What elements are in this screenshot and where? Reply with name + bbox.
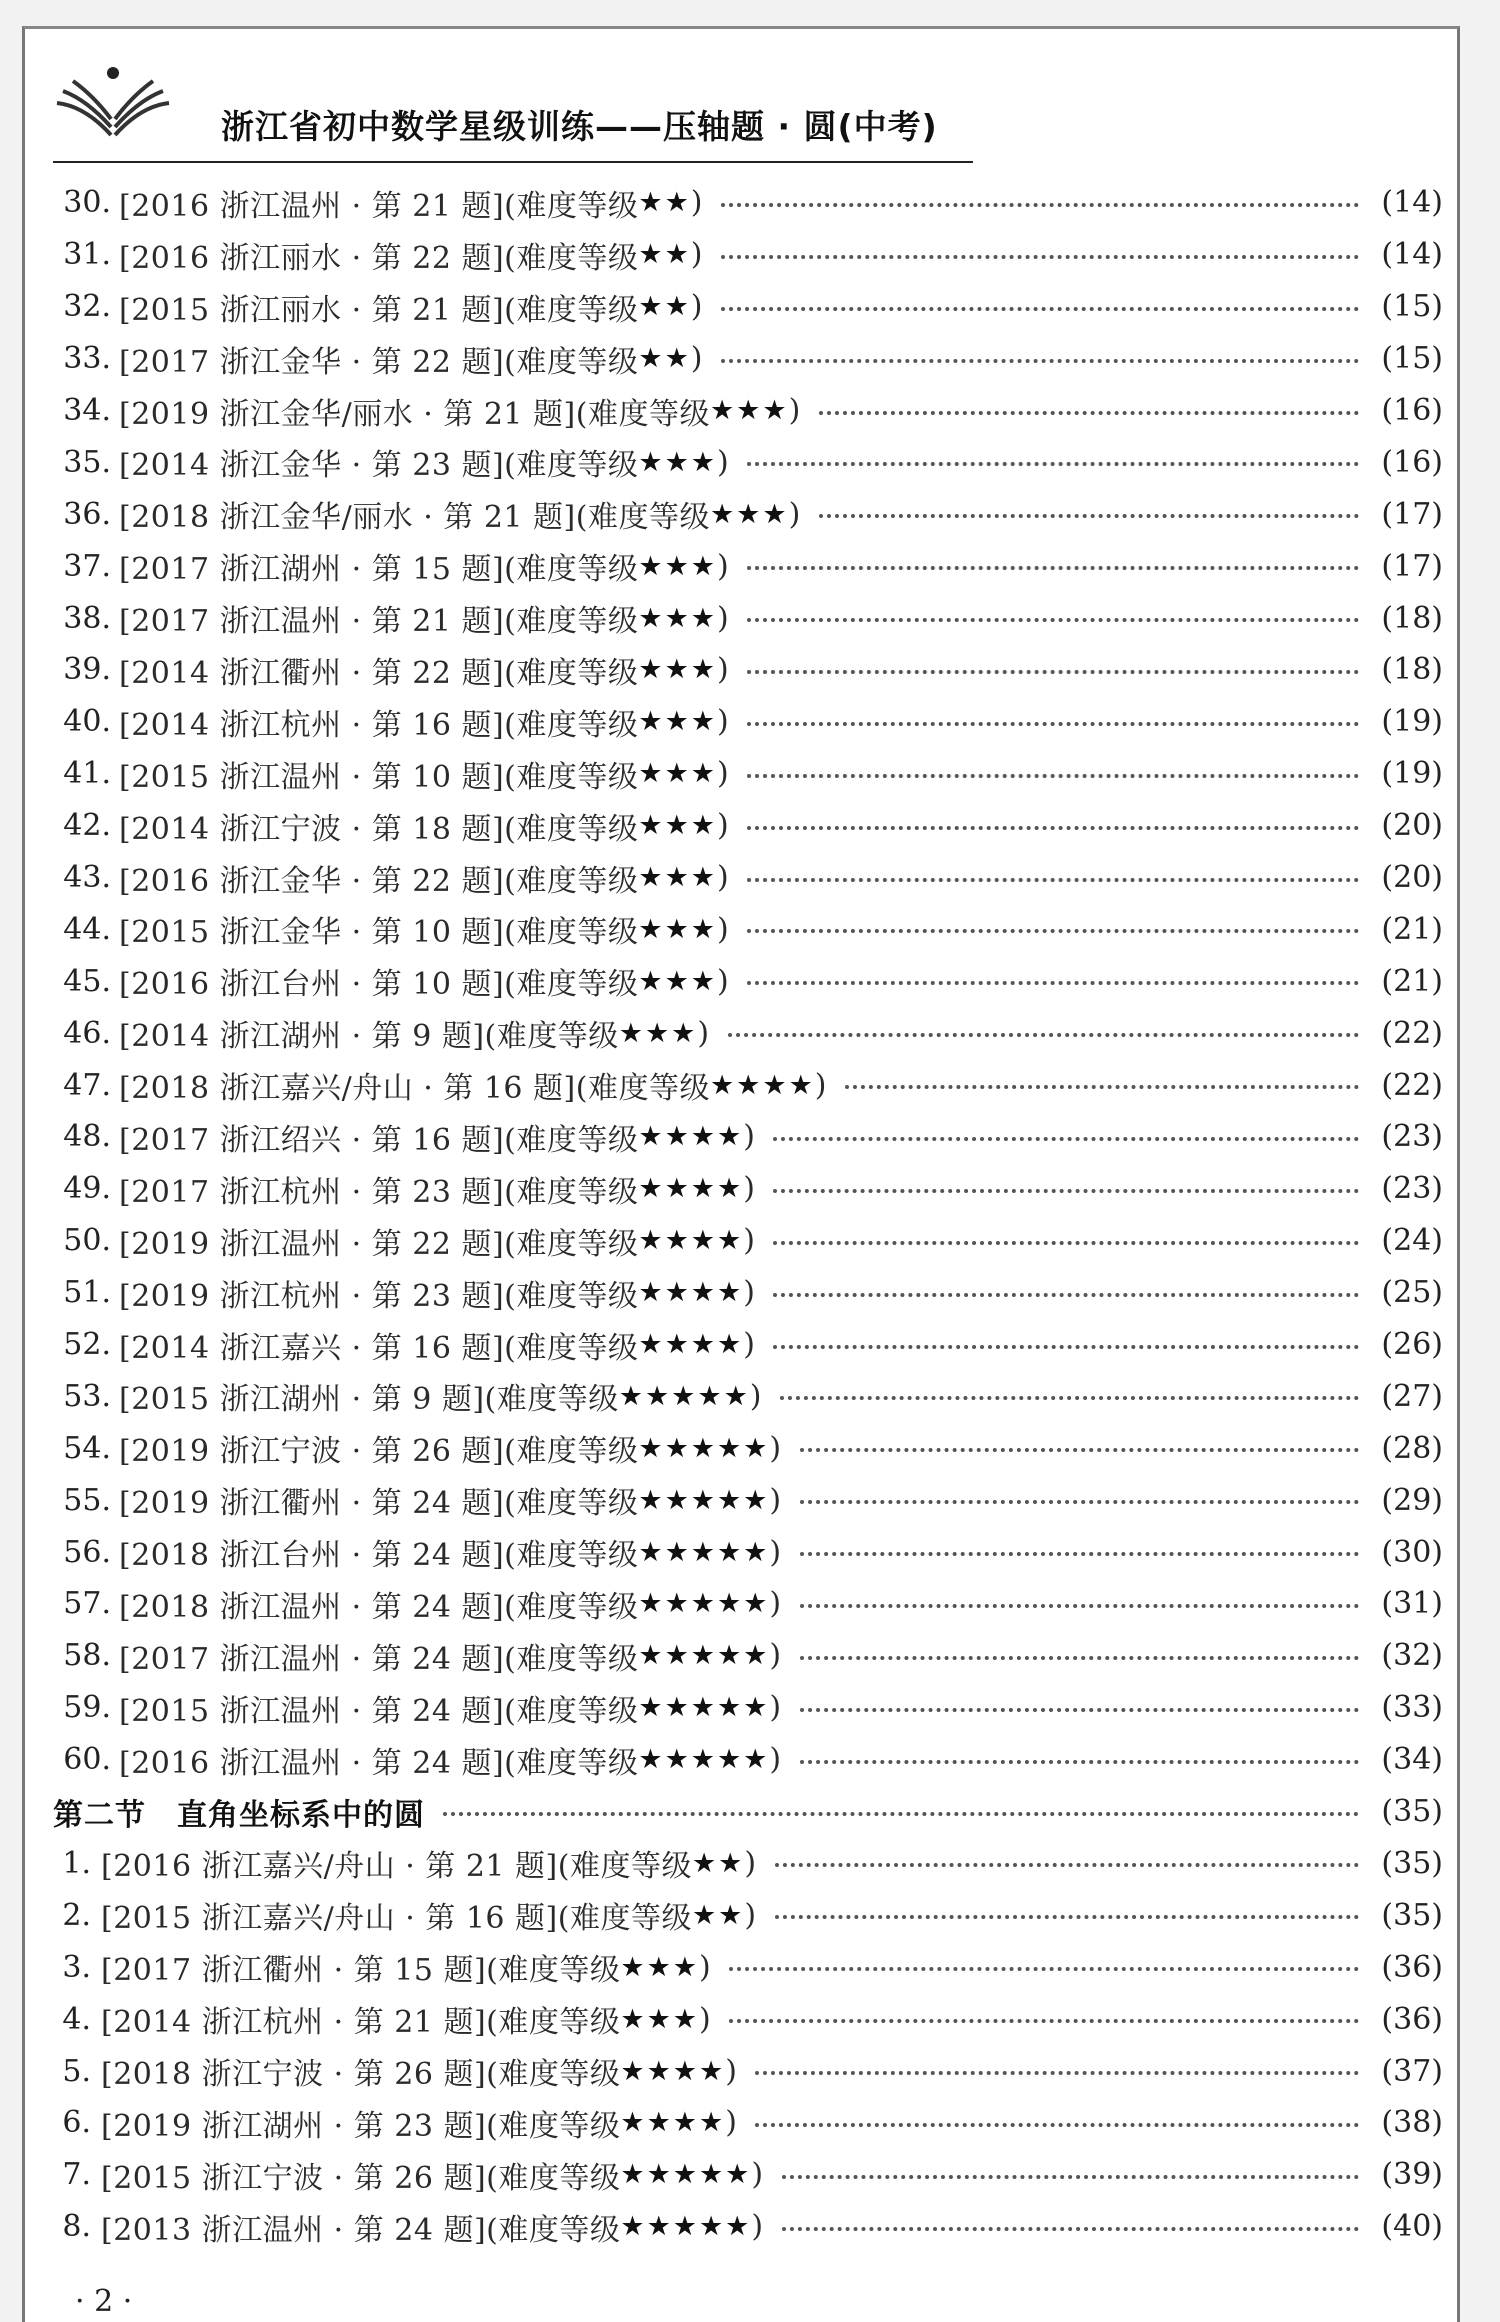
difficulty-stars: ★★★	[620, 1951, 699, 1983]
toc-entry-row[interactable]	[53, 2149, 1443, 2201]
toc-entry-row[interactable]	[53, 1007, 1443, 1059]
entry-number: 60.	[63, 1742, 111, 1778]
entry-number: 49.	[63, 1171, 111, 1207]
difficulty-stars: ★★★★	[620, 2055, 726, 2087]
entry-number: 1.	[62, 1845, 91, 1881]
difficulty-stars: ★★★★★	[638, 1640, 770, 1672]
difficulty-stars: ★★★★	[620, 2107, 726, 2139]
entry-number: 4.	[62, 2001, 91, 2037]
difficulty-stars: ★★	[691, 1847, 745, 1879]
dot-leader	[775, 1915, 1359, 1919]
dot-leader	[845, 1085, 1359, 1089]
entry-title: [2017 浙江温州 · 第 21 题](难度等级	[119, 604, 639, 640]
toc-entry-row[interactable]	[53, 436, 1443, 488]
entry-page-number: (38)	[1381, 2105, 1443, 2141]
entry-page-number: (39)	[1381, 2157, 1443, 2193]
entry-title: [2014 浙江金华 · 第 23 题](难度等级	[119, 448, 639, 484]
dot-leader	[747, 722, 1359, 726]
entry-page-number: (15)	[1381, 289, 1443, 325]
entry-number: 47.	[63, 1067, 111, 1103]
difficulty-stars: ★★★★★	[620, 2159, 752, 2191]
table-of-contents	[53, 177, 1443, 2253]
close-paren: )	[744, 1845, 757, 1881]
entry-title: [2015 浙江湖州 · 第 9 题](难度等级	[119, 1382, 619, 1418]
close-paren: )	[690, 289, 703, 325]
toc-entry-row[interactable]	[53, 1163, 1443, 1215]
close-paren: )	[743, 1171, 756, 1207]
difficulty-stars: ★★★	[620, 2003, 699, 2035]
entry-title: [2015 浙江嘉兴/舟山 · 第 16 题](难度等级	[101, 1901, 692, 1937]
entry-page-number: (20)	[1381, 860, 1443, 896]
section-page-number: (35)	[1381, 1794, 1443, 1830]
entry-page-number: (14)	[1381, 237, 1443, 273]
dot-leader	[782, 2227, 1359, 2231]
entry-title: [2014 浙江杭州 · 第 21 题](难度等级	[101, 2005, 621, 2041]
difficulty-stars: ★★★	[638, 810, 717, 842]
toc-entry-row[interactable]	[53, 1526, 1443, 1578]
dot-leader	[800, 1448, 1359, 1452]
entry-page-number: (22)	[1381, 1067, 1443, 1103]
difficulty-stars: ★★★	[638, 862, 717, 894]
entry-title: [2015 浙江丽水 · 第 21 题](难度等级	[119, 292, 639, 328]
dot-leader	[728, 1033, 1359, 1037]
dot-leader	[747, 826, 1359, 830]
entry-title: [2017 浙江杭州 · 第 23 题](难度等级	[119, 1174, 639, 1210]
close-paren: )	[690, 237, 703, 273]
difficulty-stars: ★★	[638, 291, 691, 323]
entry-number: 31.	[63, 237, 111, 273]
dot-leader	[775, 1863, 1359, 1867]
close-paren: )	[814, 1067, 828, 1103]
close-paren: )	[716, 911, 730, 947]
entry-number: 38.	[63, 600, 111, 636]
toc-entry-row[interactable]	[53, 2097, 1443, 2149]
entry-number: 43.	[63, 860, 111, 896]
dot-leader	[782, 2175, 1359, 2179]
entry-title: [2017 浙江绍兴 · 第 16 题](难度等级	[119, 1122, 639, 1158]
entry-title: [2016 浙江嘉兴/舟山 · 第 21 题](难度等级	[101, 1849, 692, 1885]
toc-entry-row[interactable]	[53, 2201, 1443, 2253]
entry-title: [2017 浙江金华 · 第 22 题](难度等级	[119, 344, 639, 380]
entry-number: 58.	[63, 1638, 111, 1674]
entry-page-number: (17)	[1381, 496, 1443, 532]
toc-entry-row[interactable]	[53, 903, 1443, 955]
dot-leader	[800, 1656, 1359, 1660]
difficulty-stars: ★★★	[638, 602, 717, 634]
close-paren: )	[725, 2053, 738, 2089]
entry-number: 7.	[62, 2157, 91, 2193]
entry-title: [2019 浙江金华/丽水 · 第 21 题](难度等级	[119, 396, 710, 432]
entry-title: [2017 浙江温州 · 第 24 题](难度等级	[119, 1641, 639, 1677]
toc-entry-row[interactable]	[53, 177, 1443, 229]
entry-page-number: (17)	[1381, 548, 1443, 584]
difficulty-stars: ★★★★	[638, 1121, 744, 1153]
entry-number: 30.	[63, 185, 111, 221]
dot-leader	[721, 255, 1359, 259]
toc-entry-row[interactable]	[53, 229, 1443, 281]
difficulty-stars: ★★★	[638, 706, 717, 738]
close-paren: )	[743, 1275, 756, 1311]
dot-leader	[755, 2071, 1359, 2075]
dot-leader	[800, 1500, 1359, 1504]
entry-number: 6.	[62, 2105, 91, 2141]
entry-title: [2014 浙江杭州 · 第 16 题](难度等级	[119, 707, 639, 743]
entry-title: [2016 浙江金华 · 第 22 题](难度等级	[119, 863, 639, 899]
close-paren: )	[716, 600, 730, 636]
entry-page-number: (24)	[1381, 1223, 1443, 1259]
difficulty-stars: ★★★	[709, 498, 789, 530]
dot-leader	[747, 618, 1359, 622]
close-paren: )	[769, 1534, 782, 1570]
entry-title: [2018 浙江宁波 · 第 26 题](难度等级	[101, 2057, 621, 2092]
entry-page-number: (36)	[1381, 1949, 1443, 1985]
toc-entry-row[interactable]	[53, 1319, 1443, 1371]
dot-leader	[819, 411, 1359, 415]
entry-page-number: (31)	[1381, 1586, 1443, 1622]
toc-entry-row[interactable]	[53, 1578, 1443, 1630]
dot-leader	[800, 1604, 1359, 1608]
entry-title: [2018 浙江温州 · 第 24 题](难度等级	[119, 1589, 639, 1625]
difficulty-stars: ★★★★★	[618, 1380, 750, 1412]
dot-leader	[747, 981, 1359, 985]
dot-leader	[773, 1241, 1359, 1245]
difficulty-stars: ★★★★	[638, 1173, 744, 1205]
close-paren: )	[716, 808, 730, 844]
entry-number: 45.	[63, 963, 111, 999]
entry-list	[53, 177, 1443, 1786]
toc-entry-row[interactable]	[53, 800, 1443, 852]
entry-number: 8.	[62, 2209, 91, 2245]
toc-entry-row[interactable]	[53, 1474, 1443, 1526]
difficulty-stars: ★★★	[638, 758, 717, 790]
dot-leader	[747, 929, 1359, 933]
toc-entry-row[interactable]	[53, 1889, 1443, 1941]
entry-title: [2015 浙江宁波 · 第 26 题](难度等级	[101, 2160, 621, 2196]
close-paren: )	[769, 1690, 782, 1726]
close-paren: )	[769, 1638, 782, 1674]
entry-title: [2014 浙江嘉兴 · 第 16 题](难度等级	[119, 1330, 639, 1366]
entry-number: 57.	[63, 1586, 111, 1622]
entry-page-number: (25)	[1381, 1275, 1443, 1311]
toc-entry-row[interactable]	[53, 1422, 1443, 1474]
close-paren: )	[698, 1949, 712, 1985]
book-page	[22, 26, 1460, 2322]
dot-leader	[773, 1137, 1359, 1141]
entry-title: [2014 浙江湖州 · 第 9 题](难度等级	[119, 1019, 619, 1055]
difficulty-stars: ★★	[638, 239, 691, 271]
entry-title: [2016 浙江丽水 · 第 22 题](难度等级	[119, 240, 639, 276]
entry-page-number: (16)	[1381, 393, 1443, 428]
dot-leader	[780, 1396, 1359, 1400]
section-entry-list	[53, 1838, 1443, 2253]
dot-leader	[729, 2019, 1359, 2023]
toc-entry-row[interactable]	[53, 1059, 1443, 1111]
entry-page-number: (30)	[1381, 1534, 1443, 1570]
close-paren: )	[743, 1119, 756, 1155]
entry-number: 53.	[63, 1378, 111, 1414]
entry-page-number: (26)	[1381, 1327, 1443, 1363]
entry-page-number: (14)	[1381, 185, 1443, 221]
entry-number: 59.	[63, 1690, 111, 1726]
toc-entry-row[interactable]	[53, 644, 1443, 696]
difficulty-stars: ★★★	[638, 446, 717, 478]
toc-entry-row[interactable]	[53, 1215, 1443, 1267]
close-paren: )	[788, 393, 801, 428]
close-paren: )	[716, 444, 730, 480]
page-number-footer: · 2 ·	[75, 2284, 133, 2319]
difficulty-stars: ★★★	[709, 395, 789, 426]
entry-title: [2016 浙江台州 · 第 10 题](难度等级	[119, 967, 639, 1003]
dot-leader	[773, 1189, 1359, 1193]
entry-title: [2015 浙江金华 · 第 10 题](难度等级	[119, 915, 639, 951]
difficulty-stars: ★★★★	[638, 1277, 744, 1309]
close-paren: )	[751, 2209, 764, 2245]
close-paren: )	[744, 1897, 757, 1933]
entry-title: [2019 浙江杭州 · 第 23 题](难度等级	[119, 1278, 639, 1314]
entry-page-number: (36)	[1381, 2001, 1443, 2037]
difficulty-stars: ★★★	[638, 550, 717, 582]
entry-page-number: (20)	[1381, 808, 1443, 844]
entry-page-number: (29)	[1381, 1482, 1443, 1518]
entry-number: 37.	[63, 548, 111, 584]
entry-number: 42.	[63, 808, 111, 844]
close-paren: )	[697, 1015, 710, 1051]
toc-entry-row[interactable]	[53, 385, 1443, 437]
toc-entry-row[interactable]	[53, 2045, 1443, 2097]
difficulty-stars: ★★	[691, 1899, 745, 1931]
close-paren: )	[690, 341, 703, 377]
book-title: 浙江省初中数学星级训练——压轴题 · 圆(中考)	[221, 107, 938, 146]
dot-leader	[721, 359, 1359, 363]
difficulty-stars: ★★★★	[638, 1329, 744, 1361]
toc-entry-row[interactable]	[53, 1370, 1443, 1422]
close-paren: )	[769, 1482, 782, 1518]
entry-title: [2018 浙江嘉兴/舟山 · 第 16 题](难度等级	[119, 1071, 710, 1107]
dot-leader	[747, 878, 1359, 882]
entry-number: 51.	[63, 1275, 111, 1311]
close-paren: )	[751, 2157, 764, 2193]
page-header	[53, 49, 973, 164]
close-paren: )	[769, 1586, 782, 1622]
section-title: 第二节 直角坐标系中的圆	[53, 1797, 425, 1833]
dot-leader	[773, 1293, 1359, 1297]
entry-page-number: (35)	[1381, 1845, 1443, 1881]
entry-page-number: (27)	[1381, 1378, 1443, 1414]
difficulty-stars: ★★★	[638, 965, 717, 997]
difficulty-stars: ★★★★★	[638, 1484, 770, 1516]
entry-page-number: (23)	[1381, 1119, 1443, 1155]
close-paren: )	[788, 496, 801, 532]
dot-leader	[773, 1345, 1359, 1349]
toc-entry-row[interactable]	[53, 1993, 1443, 2045]
book-logo-icon	[53, 63, 173, 143]
dot-leader	[443, 1812, 1359, 1816]
entry-number: 33.	[63, 341, 111, 377]
entry-number: 35.	[63, 444, 111, 480]
toc-entry-row[interactable]	[53, 540, 1443, 592]
toc-entry-row[interactable]	[53, 1838, 1443, 1890]
close-paren: )	[698, 2001, 712, 2037]
entry-number: 32.	[63, 289, 111, 325]
difficulty-stars: ★★★★★	[638, 1536, 770, 1568]
close-paren: )	[743, 1223, 756, 1259]
toc-entry-row[interactable]	[53, 1267, 1443, 1319]
difficulty-stars: ★★★	[638, 913, 717, 945]
dot-leader	[755, 2123, 1359, 2127]
entry-page-number: (21)	[1381, 911, 1443, 947]
difficulty-stars: ★★★★	[709, 1069, 815, 1101]
dot-leader	[729, 1967, 1359, 1971]
entry-page-number: (18)	[1381, 652, 1443, 688]
close-paren: )	[716, 860, 730, 896]
entry-page-number: (19)	[1381, 756, 1443, 792]
toc-entry-row[interactable]	[53, 1941, 1443, 1993]
entry-title: [2019 浙江宁波 · 第 26 题](难度等级	[119, 1434, 639, 1470]
entry-number: 54.	[63, 1430, 111, 1466]
difficulty-stars: ★★★★★	[638, 1588, 770, 1620]
toc-entry-row[interactable]	[53, 1734, 1443, 1786]
toc-entry-row[interactable]	[53, 955, 1443, 1007]
close-paren: )	[769, 1430, 782, 1466]
entry-number: 34.	[63, 393, 111, 428]
close-paren: )	[716, 704, 730, 740]
difficulty-stars: ★★★	[618, 1017, 698, 1049]
close-paren: )	[716, 963, 730, 999]
entry-number: 2.	[62, 1897, 91, 1933]
entry-number: 3.	[62, 1949, 91, 1985]
entry-page-number: (15)	[1381, 341, 1443, 377]
entry-number: 48.	[63, 1119, 111, 1155]
close-paren: )	[716, 756, 730, 792]
entry-number: 36.	[63, 496, 111, 532]
close-paren: )	[716, 548, 730, 584]
entry-number: 44.	[63, 911, 111, 947]
toc-entry-row[interactable]	[53, 696, 1443, 748]
close-paren: )	[769, 1742, 782, 1778]
entry-number: 40.	[63, 704, 111, 740]
entry-title: [2014 浙江衢州 · 第 22 题](难度等级	[119, 655, 639, 691]
entry-title: [2015 浙江温州 · 第 10 题](难度等级	[119, 759, 639, 795]
entry-page-number: (34)	[1381, 1742, 1443, 1778]
toc-entry-row[interactable]	[53, 852, 1443, 904]
entry-page-number: (28)	[1381, 1430, 1443, 1466]
difficulty-stars: ★★★	[638, 654, 717, 686]
entry-title: [2018 浙江台州 · 第 24 题](难度等级	[119, 1538, 639, 1574]
dot-leader	[800, 1760, 1359, 1764]
entry-page-number: (33)	[1381, 1690, 1443, 1726]
toc-entry-row[interactable]	[53, 488, 1443, 540]
entry-title: [2013 浙江温州 · 第 24 题](难度等级	[101, 2212, 621, 2248]
toc-entry-row[interactable]	[53, 333, 1443, 385]
entry-title: [2019 浙江湖州 · 第 23 题](难度等级	[101, 2108, 621, 2144]
close-paren: )	[749, 1378, 763, 1414]
difficulty-stars: ★★★★★	[638, 1692, 770, 1724]
dot-leader	[721, 203, 1359, 207]
close-paren: )	[725, 2105, 738, 2141]
entry-page-number: (21)	[1381, 963, 1443, 999]
entry-page-number: (18)	[1381, 600, 1443, 636]
difficulty-stars: ★★★★★	[638, 1744, 770, 1776]
entry-title: [2019 浙江衢州 · 第 24 题](难度等级	[119, 1486, 639, 1522]
dot-leader	[800, 1552, 1359, 1556]
entry-number: 46.	[63, 1015, 111, 1051]
entry-number: 5.	[62, 2053, 91, 2089]
section-heading-row[interactable]	[53, 1786, 1443, 1838]
dot-leader	[747, 774, 1359, 778]
entry-page-number: (40)	[1381, 2209, 1443, 2245]
difficulty-stars: ★★	[638, 187, 691, 219]
entry-page-number: (16)	[1381, 444, 1443, 480]
entry-title: [2017 浙江衢州 · 第 15 题](难度等级	[101, 1953, 621, 1989]
header-rule	[53, 161, 973, 163]
entry-page-number: (23)	[1381, 1171, 1443, 1207]
entry-title: [2019 浙江温州 · 第 22 题](难度等级	[119, 1226, 639, 1262]
entry-title: [2014 浙江宁波 · 第 18 题](难度等级	[119, 811, 639, 847]
entry-title: [2017 浙江湖州 · 第 15 题](难度等级	[119, 552, 639, 588]
entry-title: [2015 浙江温州 · 第 24 题](难度等级	[119, 1693, 639, 1729]
toc-entry-row[interactable]	[53, 592, 1443, 644]
close-paren: )	[743, 1327, 756, 1363]
entry-number: 55.	[63, 1482, 111, 1518]
entry-number: 39.	[63, 652, 111, 688]
entry-title: [2016 浙江温州 · 第 24 题](难度等级	[119, 1745, 639, 1781]
toc-entry-row[interactable]	[53, 281, 1443, 333]
entry-page-number: (37)	[1381, 2053, 1443, 2089]
close-paren: )	[690, 185, 703, 221]
dot-leader	[819, 514, 1359, 518]
dot-leader	[747, 670, 1359, 674]
toc-entry-row[interactable]	[53, 1630, 1443, 1682]
close-paren: )	[716, 652, 730, 688]
entry-page-number: (19)	[1381, 704, 1443, 740]
entry-number: 50.	[63, 1223, 111, 1259]
entry-page-number: (32)	[1381, 1638, 1443, 1674]
dot-leader	[747, 566, 1359, 570]
entry-number: 52.	[63, 1327, 111, 1363]
entry-title: [2018 浙江金华/丽水 · 第 21 题](难度等级	[119, 500, 710, 536]
entry-title: [2016 浙江温州 · 第 21 题](难度等级	[119, 188, 639, 224]
difficulty-stars: ★★	[638, 343, 691, 375]
entry-page-number: (35)	[1381, 1897, 1443, 1933]
entry-number: 56.	[63, 1534, 111, 1570]
difficulty-stars: ★★★★	[638, 1225, 744, 1257]
toc-entry-row[interactable]	[53, 1682, 1443, 1734]
difficulty-stars: ★★★★★	[620, 2211, 752, 2243]
dot-leader	[721, 307, 1359, 311]
difficulty-stars: ★★★★★	[638, 1432, 770, 1464]
toc-entry-row[interactable]	[53, 1111, 1443, 1163]
toc-entry-row[interactable]	[53, 748, 1443, 800]
dot-leader	[800, 1708, 1359, 1712]
dot-leader	[747, 462, 1359, 466]
entry-number: 41.	[63, 756, 111, 792]
entry-page-number: (22)	[1381, 1015, 1443, 1051]
